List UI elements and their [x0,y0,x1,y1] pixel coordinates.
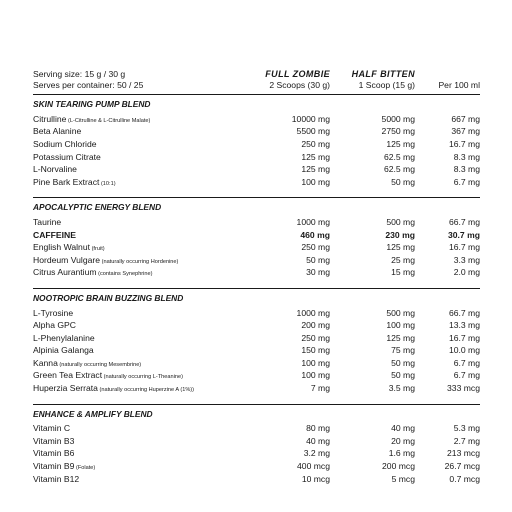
full-zombie-amount: 200 mg [301,320,330,331]
per-100ml-amount: 16.7 mg [448,332,480,343]
full-zombie-amount: 100 mg [301,357,330,368]
ingredient-name: Vitamin B12 [33,473,80,484]
full-zombie-amount: 125 mg [301,164,330,175]
full-zombie-amount: 100 mg [301,176,330,187]
per-100ml-amount: 3.3 mg [453,254,480,265]
nutrition-panel [33,69,480,491]
half-bitten-serving: 1 Scoop (15 g) [358,79,415,90]
ingredient-name: Huperzia Serrata [33,383,98,394]
per-100ml-amount: 333 mcg [447,383,480,394]
ingredient-name: Hordeum Vulgare [33,254,101,265]
per-100ml-amount: 66.7 mg [448,216,480,227]
ingredient-name-cell [33,164,245,177]
ingredient-name: Vitamin C [33,423,71,434]
ingredient-row [33,370,480,383]
per-100ml-amount: 13.3 mg [448,320,480,331]
half-bitten-amount: 20 mg [391,435,415,446]
ingredient-name-cell [33,370,245,383]
full-zombie-label: FULL ZOMBIE [265,69,330,79]
ingredient-name-cell [33,320,245,333]
ingredient-note: (Folate) [74,465,96,472]
per-100ml-amount: 26.7 mcg [444,461,480,472]
ingredient-row [33,114,480,127]
ingredient-name-cell [33,333,245,346]
ingredient-name-cell [33,448,245,461]
ingredient-row [33,242,480,255]
header-row [33,69,480,90]
half-bitten-amount: 1.6 mg [388,448,415,459]
ingredient-row [33,267,480,280]
ingredient-row [33,461,480,474]
half-bitten-amount: 500 mg [386,216,415,227]
ingredient-name: Green Tea Extract [33,370,103,381]
per-100ml-amount: 0.7 mcg [449,473,480,484]
ingredient-name: Sodium Chloride [33,138,97,149]
ingredient-row [33,139,480,152]
ingredient-name: Vitamin B6 [33,448,75,459]
half-bitten-amount: 50 mg [391,370,415,381]
full-zombie-amount: 7 mg [310,383,330,394]
half-bitten-amount: 200 mcg [382,461,415,472]
ingredient-row [33,448,480,461]
full-zombie-amount: 5500 mg [296,126,330,137]
ingredient-name-cell [33,242,245,255]
full-zombie-amount: 250 mg [301,332,330,343]
half-bitten-amount: 125 mg [386,242,415,253]
full-zombie-amount: 10000 mg [291,113,330,124]
per-100ml-amount: 2.0 mg [453,267,480,278]
section-divider [33,404,480,405]
blend-sections [33,94,480,491]
full-zombie-amount: 80 mg [306,423,330,434]
per-100ml-amount: 6.7 mg [453,176,480,187]
half-bitten-amount: 3.5 mg [388,383,415,394]
ingredient-name-cell [33,217,245,230]
ingredient-name: Potassium Citrate [33,151,101,162]
per-100ml-amount: 16.7 mg [448,138,480,149]
full-zombie-amount: 3.2 mg [303,448,330,459]
per-100ml-amount: 5.3 mg [453,423,480,434]
half-bitten-amount: 125 mg [386,332,415,343]
ingredient-name-cell [33,230,245,243]
ingredient-note: (fruit) [90,246,105,253]
ingredient-name-cell [33,114,245,127]
section-spacer [33,396,480,401]
half-bitten-amount: 50 mg [391,176,415,187]
half-bitten-amount: 5 mcg [391,473,415,484]
half-bitten-amount: 40 mg [391,423,415,434]
ingredient-name: Kanna [33,357,58,368]
ingredient-note: (10:1) [99,180,116,187]
ingredient-name-cell [33,358,245,371]
ingredient-note: (naturally occurring L-Theanine) [102,374,183,381]
ingredient-row [33,383,480,396]
ingredient-note: (contains Synephrine) [96,271,153,278]
column-full-zombie [245,69,330,90]
section-title: NOOTROPIC BRAIN BUZZING BLEND [33,292,184,303]
section-divider [33,197,480,198]
serves-per-container: Serves per container: 50 / 25 [33,79,144,90]
per-100ml-label: Per 100 ml [438,79,480,90]
ingredient-row [33,436,480,449]
per-100ml-amount: 2.7 mg [453,435,480,446]
section-spacer [33,280,480,285]
full-zombie-amount: 250 mg [301,242,330,253]
serving-size: Serving size: 15 g / 30 g [33,69,126,79]
ingredient-name: L-Phenylalanine [33,332,95,343]
ingredient-note: (L-Citrulline & L-Citrulline Malate) [66,117,151,124]
ingredient-note: (naturally occurring Hordenine) [100,258,179,265]
full-zombie-amount: 250 mg [301,138,330,149]
ingredient-name: Alpha GPC [33,320,76,331]
ingredient-name: Pine Bark Extract [33,176,100,187]
half-bitten-amount: 500 mg [386,307,415,318]
full-zombie-serving: 2 Scoops (30 g) [269,79,330,90]
full-zombie-amount: 460 mg [300,229,330,240]
ingredient-name: Vitamin B3 [33,435,75,446]
full-zombie-amount: 50 mg [306,254,330,265]
per-100ml-amount: 213 mcg [447,448,480,459]
ingredient-row [33,217,480,230]
ingredient-name: English Walnut [33,242,91,253]
ingredient-row [33,474,480,487]
half-bitten-amount: 5000 mg [381,113,415,124]
per-100ml-amount: 16.7 mg [448,242,480,253]
ingredient-row [33,255,480,268]
half-bitten-amount: 100 mg [386,320,415,331]
ingredient-name-cell [33,436,245,449]
ingredient-note: (naturally occurring Mesembrine) [57,361,142,368]
ingredient-name-cell [33,126,245,139]
ingredient-row [33,423,480,436]
ingredient-name: Alpinia Galanga [33,345,94,356]
full-zombie-amount: 400 mcg [297,461,330,472]
half-bitten-amount: 15 mg [391,267,415,278]
half-bitten-amount: 25 mg [391,254,415,265]
full-zombie-amount: 150 mg [301,345,330,356]
ingredient-name: L-Norvaline [33,164,77,175]
full-zombie-amount: 10 mcg [301,473,330,484]
section-title: APOCALYPTIC ENERGY BLEND [33,202,162,213]
half-bitten-amount: 62.5 mg [383,164,415,175]
half-bitten-amount: 125 mg [386,138,415,149]
ingredient-name: Citrulline [33,113,67,124]
section-spacer [33,486,480,491]
per-100ml-amount: 8.3 mg [453,151,480,162]
ingredient-name-cell [33,255,245,268]
ingredient-row [33,177,480,190]
ingredient-name: L-Tyrosine [33,307,74,318]
ingredient-row [33,345,480,358]
ingredient-name: CAFFEINE [33,229,76,240]
full-zombie-amount: 1000 mg [296,216,330,227]
ingredient-row [33,333,480,346]
ingredient-note: (naturally occurring Huperzine A (1%)) [97,387,195,394]
ingredient-row [33,308,480,321]
ingredient-row [33,152,480,165]
serving-info [33,69,245,90]
section-spacer [33,189,480,194]
half-bitten-label: HALF BITTEN [351,69,415,79]
section-title: ENHANCE & AMPLIFY BLEND [33,408,153,419]
ingredient-name-cell [33,383,245,396]
section-divider [33,94,480,95]
per-100ml-amount: 10.0 mg [448,345,480,356]
ingredient-name-cell [33,423,245,436]
half-bitten-amount: 2750 mg [381,126,415,137]
ingredient-name-cell [33,345,245,358]
full-zombie-amount: 125 mg [301,151,330,162]
column-per-100ml [415,80,480,91]
half-bitten-amount: 230 mg [385,229,415,240]
per-100ml-amount: 667 mg [451,113,480,124]
full-zombie-amount: 1000 mg [296,307,330,318]
ingredient-name: Beta Alanine [33,126,82,137]
ingredient-row [33,126,480,139]
ingredient-name-cell [33,267,245,280]
ingredient-name-cell [33,139,245,152]
ingredient-name: Citrus Aurantium [33,267,97,278]
column-half-bitten [330,69,415,90]
per-100ml-amount: 30.7 mg [447,229,480,240]
half-bitten-amount: 62.5 mg [383,151,415,162]
ingredient-row [33,358,480,371]
ingredient-name-cell [33,308,245,321]
ingredient-row [33,320,480,333]
full-zombie-amount: 40 mg [306,435,330,446]
section-title: SKIN TEARING PUMP BLEND [33,99,151,110]
section-divider [33,288,480,289]
per-100ml-amount: 6.7 mg [453,357,480,368]
ingredient-name: Vitamin B9 [33,461,75,472]
ingredient-name-cell [33,461,245,474]
full-zombie-amount: 100 mg [301,370,330,381]
per-100ml-amount: 66.7 mg [448,307,480,318]
ingredient-name: Taurine [33,216,62,227]
ingredient-row [33,164,480,177]
half-bitten-amount: 50 mg [391,357,415,368]
half-bitten-amount: 75 mg [391,345,415,356]
ingredient-name-cell [33,152,245,165]
per-100ml-amount: 367 mg [451,126,480,137]
ingredient-name-cell [33,177,245,190]
per-100ml-amount: 8.3 mg [453,164,480,175]
ingredient-row [33,230,480,243]
full-zombie-amount: 30 mg [306,267,330,278]
per-100ml-amount: 6.7 mg [453,370,480,381]
ingredient-name-cell [33,474,245,487]
